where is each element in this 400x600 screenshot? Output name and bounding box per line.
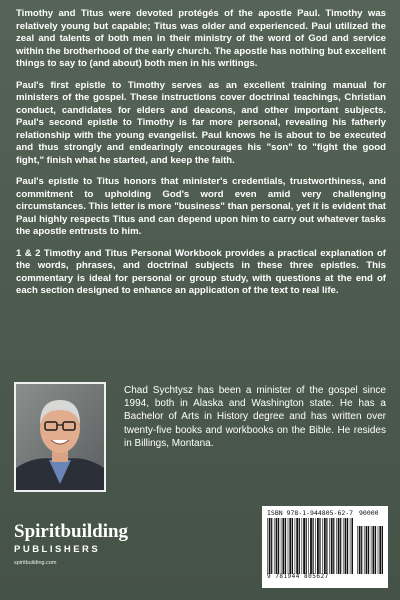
blurb-paragraph-4: 1 & 2 Timothy and Titus Personal Workbook provides a practical explanation of the words, phrases, and doctrinal subjects in these three epistles. This commentary is ideal for personal or group study, with questions at the end of each section designed to enhance an application of the text to real life. (16, 247, 386, 296)
barcode (262, 506, 388, 588)
isbn-label: ISBN 978-1-944805-62-7 (267, 509, 354, 517)
author-photo (14, 382, 106, 492)
barcode-addon-number: 90000 (359, 509, 379, 517)
blurb-paragraph-2: Paul's first epistle to Timothy serves as an excellent training manual for ministers of the gospel. These instructions cover doctrinal teachings, Christian conduct, candidates for elders and deacons, and other important subjects. Paul's second epistle to Timothy is far more personal, revealing his fatherly relationship with the young evangelist. Paul knows he is about to be executed and thus strongly and endearingly encourages his "son" to "fight the good fight," finish what he started, and keep the faith. (16, 79, 386, 166)
publisher-subtitle: PUBLISHERS (14, 544, 101, 555)
barcode-number: 9 781944 805627 (267, 573, 329, 580)
author-bio: Chad Sychtysz has been a minister of the gospel since 1994, both in Alaska and Washington state. He has a Bachelor of Arts in History degree and has written over twenty-five books and workbooks on the Bible. He resides in Billings, Montana. (124, 385, 386, 449)
blurb (16, 8, 386, 307)
barcode-bars (267, 518, 353, 574)
barcode-addon-bars (357, 526, 383, 574)
publisher-logo (14, 522, 144, 566)
blurb-paragraph-3: Paul's epistle to Titus honors that minister's credentials, trustworthiness, and commitment to upholding God's word even amid very challenging circumstances. This letter is more "business" than personal, yet it is evident that Paul highly respects Titus and can depend upon him to carry out whatever tasks the apostle entrusts to him. (16, 176, 386, 237)
blurb-paragraph-1: Timothy and Titus were devoted protégés of the apostle Paul. Timothy was relatively young but capable; Titus was older and experienced. Paul utilized the zeal and talents of both men in their ministry of the word of God and service within the brotherhood of the early church. The apostle has nothing but excellent things to say to (and about) both men in his writings. (16, 8, 386, 69)
publisher-url: spiritbuilding.com (14, 560, 57, 566)
author-section (14, 382, 386, 492)
publisher-name: Spiritbuilding (14, 521, 129, 542)
